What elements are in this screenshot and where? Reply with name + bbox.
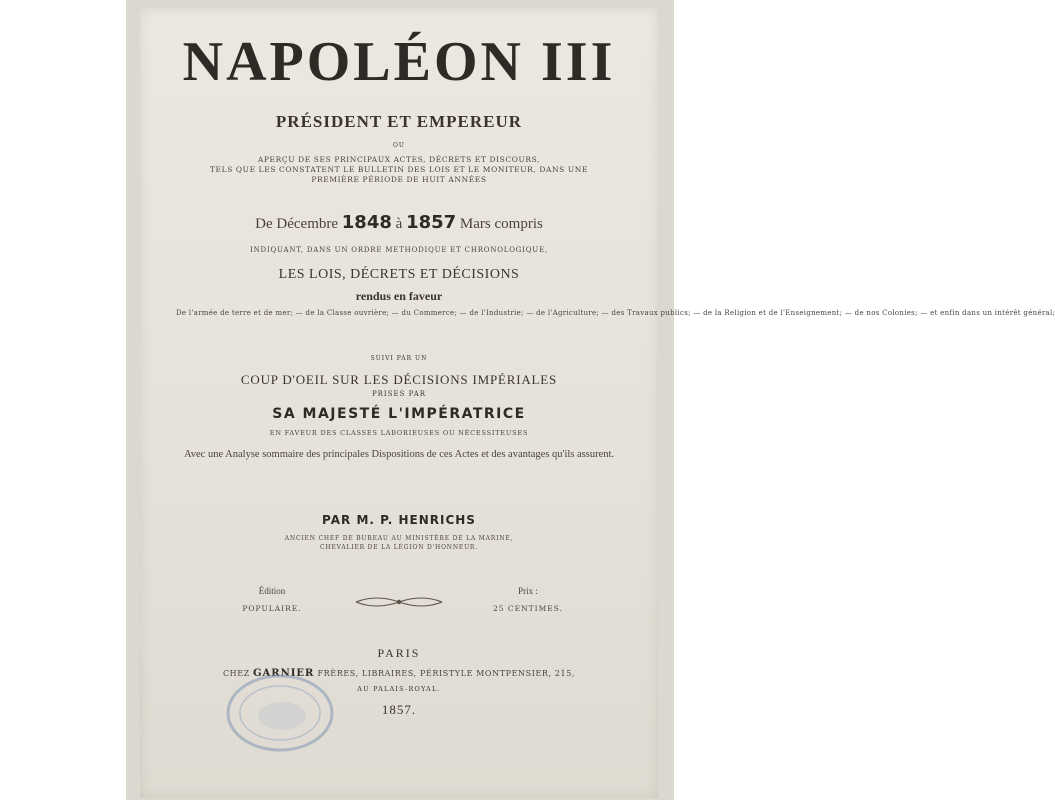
apercu-line: TELS QUE LES CONSTATENT LE BULLETIN DES LOIS ET LE MONITEUR, DANS UNE <box>209 165 589 174</box>
cover-analyse: Avec une Analyse sommaire des principales Dispositions de ces Actes et des avantages qu'ils assurent. <box>183 449 615 460</box>
edition-block <box>232 586 312 613</box>
dates-suffix: Mars compris <box>459 216 543 232</box>
cover-author-credits <box>140 534 658 552</box>
cover-city: PARIS <box>377 646 421 660</box>
cover-ou: OU <box>393 142 405 149</box>
cover-author: PAR M. P. HENRICHS <box>322 513 476 527</box>
price-label: Prix : <box>518 586 538 596</box>
cover-indiquant: INDIQUANT, DANS UN ORDRE METHODIQUE ET CHRONOLOGIQUE, <box>250 246 548 254</box>
cover-list: De l'armée de terre et de mer; — de la Classe ouvrière; — du Commerce; — de l'Industrie; — de l'Agriculture; — des Travaux publics; — de la Religion et de l'Enseignement; — de nos Colonies; — et enfin dans un intérêt général; <box>176 309 1055 317</box>
cover-dates <box>140 212 658 233</box>
credit-line: ANCIEN CHEF DE BUREAU AU MINISTÈRE DE LA MARINE, <box>284 535 514 542</box>
cover-suivi: SUIVI PAR UN <box>370 355 428 362</box>
price-block <box>478 586 578 613</box>
cover-coup-doeil: COUP D'OEIL SUR LES DÉCISIONS IMPÉRIALES <box>240 372 558 387</box>
apercu-line: PREMIÈRE PÉRIODE DE HUIT ANNÉES <box>311 175 487 184</box>
cover-faveur: EN FAVEUR DES CLASSES LABORIEUSES OU NÉCESSITEUSES <box>269 429 529 437</box>
cover-prises: PRISES PAR <box>371 390 427 398</box>
cover-title: NAPOLÉON III <box>182 31 616 93</box>
ornament-divider-icon <box>354 592 444 612</box>
dates-separator: à <box>395 216 403 232</box>
library-stamp-icon <box>224 672 336 754</box>
price-value: 25 CENTIMES. <box>492 604 564 613</box>
publisher-name: GARNIER <box>253 668 315 679</box>
edition-value: POPULAIRE. <box>242 604 302 613</box>
year-start: 1848 <box>341 212 392 233</box>
credit-line: CHEVALIER DE LA LÉGION D'HONNEUR. <box>320 544 478 551</box>
edition-label: Édition <box>258 586 286 596</box>
publisher-pre: CHEZ <box>222 669 250 678</box>
cover-year: 1857. <box>381 702 417 717</box>
cover-subtitle: PRÉSIDENT ET EMPEREUR <box>275 112 523 131</box>
cover-majeste: SA MAJESTÉ L'IMPÉRATRICE <box>272 406 526 422</box>
book-cover <box>140 8 1055 798</box>
cover-palais: AU PALAIS-ROYAL. <box>357 685 441 693</box>
cover-publisher <box>140 668 658 679</box>
dates-prefix: De Décembre <box>255 216 339 232</box>
cover-apercu <box>140 155 658 185</box>
apercu-line: APERÇU DE SES PRINCIPAUX ACTES, DÉCRETS ET DISCOURS, <box>257 155 541 164</box>
publisher-address: FRÈRES, LIBRAIRES, PÉRISTYLE MONTPENSIER, 215, <box>317 669 576 678</box>
cover-lois: LES LOIS, DÉCRETS ET DÉCISIONS <box>278 267 520 282</box>
year-end: 1857 <box>406 212 457 233</box>
cover-rendus: rendus en faveur <box>355 289 443 303</box>
